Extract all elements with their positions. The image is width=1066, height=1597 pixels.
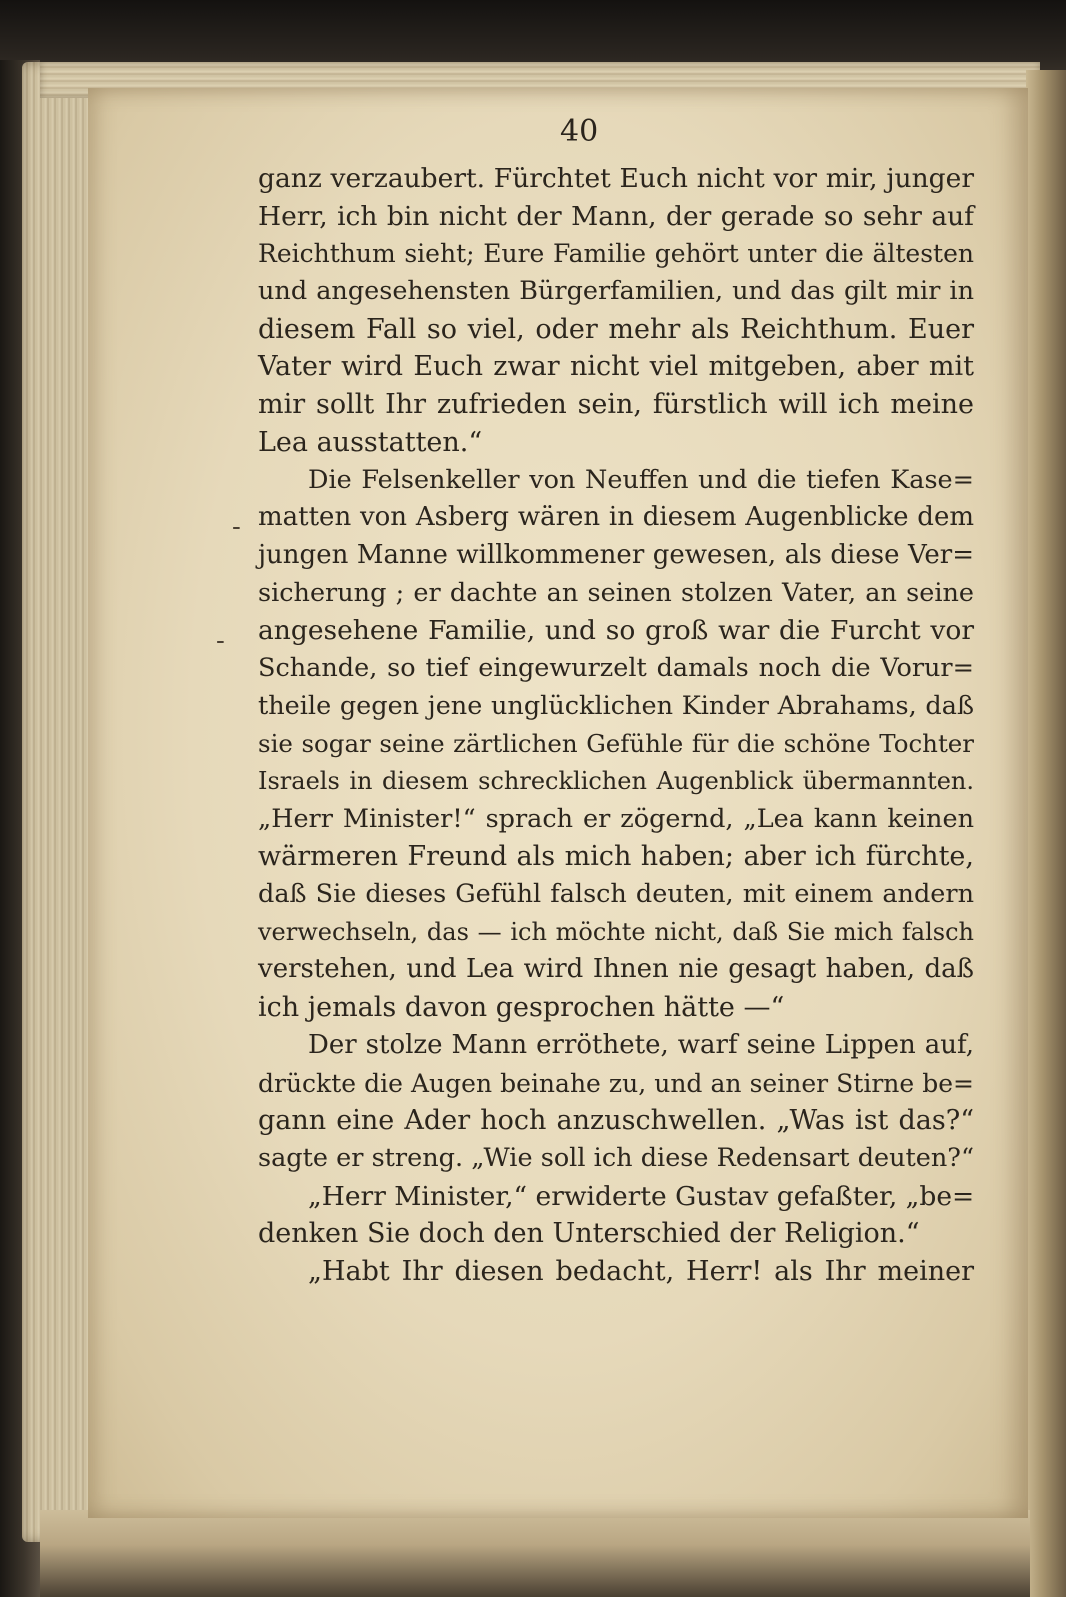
page-text: [258, 160, 974, 1291]
text-line: „Habt Ihr diesen bedacht, Herr! als Ihr meiner: [308, 1255, 974, 1287]
text-line: Der stolze Mann erröthete, warf seine Lippen auf,: [308, 1029, 974, 1060]
text-line: theile gegen jene unglücklichen Kinder Abrahams, daß: [258, 690, 974, 721]
text-line: „Herr Minister!“ sprach er zögernd, „Lea kann keinen: [258, 803, 974, 834]
text-line: Schande, so tief eingewurzelt damals noch die Vorur=: [258, 652, 974, 683]
text-line: matten von Asberg wären in diesem Augenblicke dem: [258, 502, 974, 533]
text-line: „Herr Minister,“ erwiderte Gustav gefaßter, „be=: [308, 1180, 975, 1212]
text-line: Die Felsenkeller von Neuffen und die tiefen Kase=: [308, 464, 974, 495]
book-spine-right: [1026, 70, 1066, 1597]
text-line: sicherung ; er dachte an seinen stolzen Vater, an seine: [258, 577, 974, 608]
text-line: verstehen, und Lea wird Ihnen nie gesagt haben, daß: [258, 954, 974, 985]
text-line: denken Sie doch den Unterschied der Religion.“: [258, 1218, 920, 1250]
text-line: und angesehensten Bürgerfamilien, und das gilt mir in: [258, 276, 974, 307]
text-line: sagte er streng. „Wie soll ich diese Redensart deuten?“: [258, 1142, 974, 1173]
text-line: jungen Manne willkommener gewesen, als diese Ver=: [258, 539, 974, 570]
text-line: wärmeren Freund als mich haben; aber ich fürchte,: [258, 841, 974, 873]
book-bottom-edge: [40, 1510, 1030, 1597]
text-line: angesehene Familie, und so groß war die Furcht vor: [258, 615, 974, 647]
text-line: Lea ausstatten.“: [258, 426, 483, 458]
text-line: ganz verzaubert. Fürchtet Euch nicht vor mir, junger: [258, 163, 974, 194]
text-line: Israels in diesem schrecklichen Augenblick übermannten.: [258, 767, 974, 795]
text-line: daß Sie dieses Gefühl falsch deuten, mit einem andern: [258, 879, 974, 910]
text-line: drückte die Augen beinahe zu, und an seiner Stirne be=: [258, 1068, 974, 1098]
text-line: gann eine Ader hoch anzuschwellen. „Was ist das?“: [258, 1105, 974, 1137]
margin-mark: -: [232, 512, 241, 542]
text-line: sie sogar seine zärtlichen Gefühle für die schöne Tochter: [258, 729, 974, 759]
text-line: diesem Fall so viel, oder mehr als Reichthum. Euer: [258, 313, 974, 345]
text-line: Reichthum sieht; Eure Familie gehört unter die ältesten: [258, 239, 974, 269]
text-line: Herr, ich bin nicht der Mann, der gerade so sehr auf: [258, 200, 974, 232]
margin-mark: -: [216, 626, 225, 656]
text-line: ich jemals davon gesprochen hätte —“: [258, 992, 785, 1024]
text-line: Vater wird Euch zwar nicht viel mitgeben, aber mit: [258, 351, 974, 383]
page-number: 40: [560, 114, 599, 149]
text-line: mir sollt Ihr zufrieden sein, fürstlich will ich meine: [258, 389, 974, 421]
text-line: verwechseln, das — ich möchte nicht, daß Sie mich falsch: [258, 917, 974, 946]
